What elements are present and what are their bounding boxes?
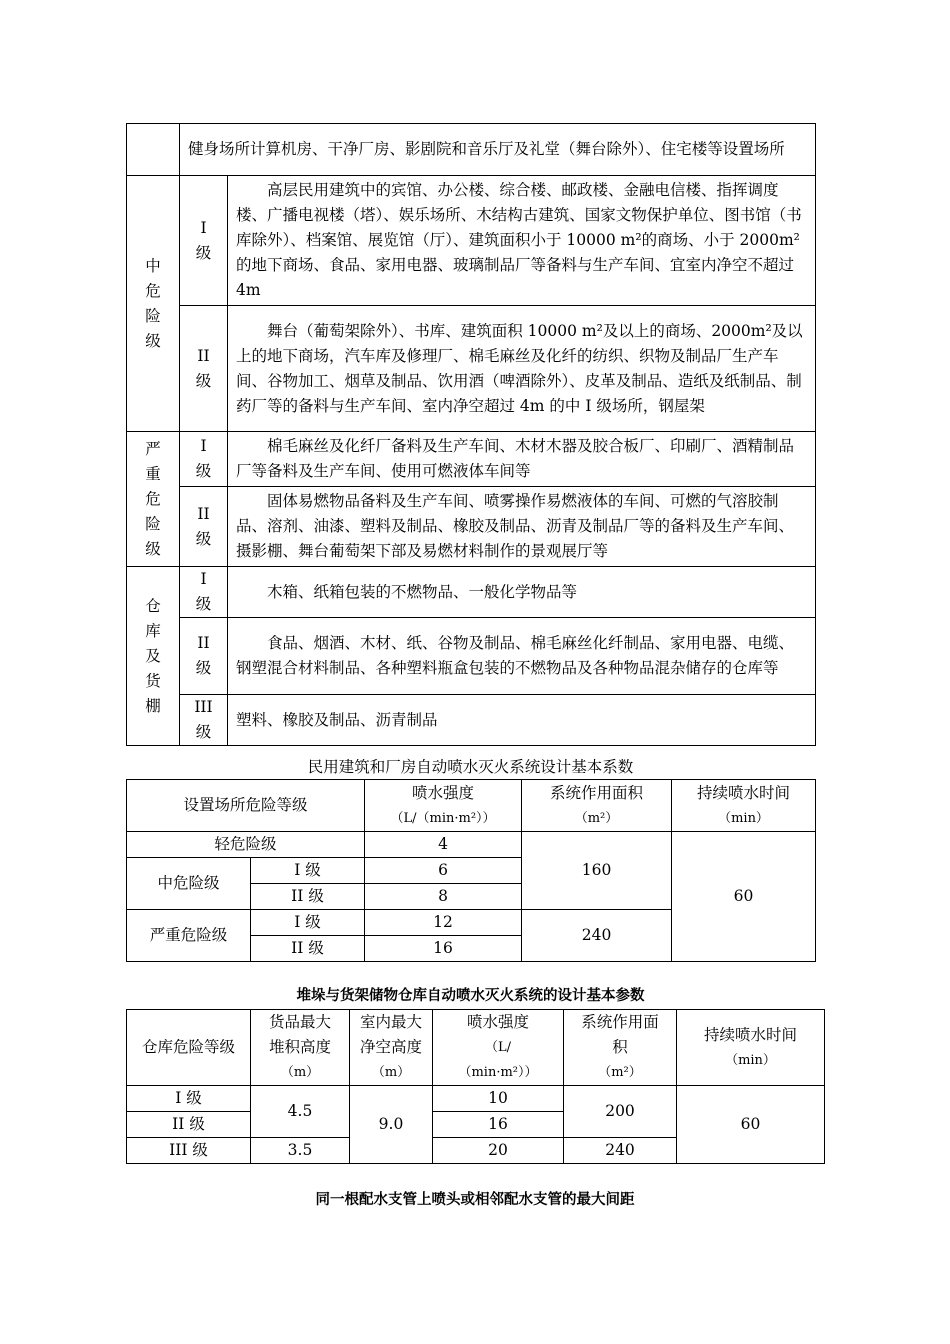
- design-coefficient-table: [126, 779, 816, 962]
- top-row-text: 健身场所计算机房、干净厂房、影剧院和音乐厅及礼堂（舞台除外）、住宅楼等设置场所: [180, 124, 816, 176]
- level-description: 木箱、纸箱包装的不燃物品、一般化学物品等: [228, 567, 816, 618]
- level-text: II级: [195, 346, 212, 390]
- intensity-cell: 16: [433, 1112, 564, 1138]
- table-row: [127, 567, 816, 618]
- table-row: [127, 124, 816, 176]
- empty-cell: [127, 124, 180, 176]
- header-line: （L/: [484, 1040, 511, 1055]
- header-line: （m²）: [574, 810, 619, 826]
- group-name: 仓库及货棚: [145, 596, 161, 715]
- header-line: 持续喷水时间: [697, 783, 791, 802]
- level-cell: III 级: [127, 1138, 251, 1164]
- level-description: 舞台（葡萄架除外）、书库、建筑面积 10000 m²及以上的商场、2000m²及以上的地下商场，汽车库及修理厂、棉毛麻丝及化纤的纺织、织物及制品厂生产车间、谷物加工、烟草及制品、饮用酒（啤酒除外）、皮革及制品、造纸及纸制品、制药厂等的备料与生产车间、室内净空超过 4m 的中 I 级场所，钢屋架: [228, 306, 816, 432]
- clear-height-cell: 9.0: [350, 1086, 433, 1164]
- table-row: [127, 618, 816, 695]
- group-name: 中危险级: [145, 256, 161, 350]
- level-text: I级: [195, 218, 212, 262]
- header-line: 持续喷水时间: [703, 1025, 797, 1044]
- level-cell: I 级: [127, 1086, 251, 1112]
- severe-area: 240: [522, 910, 672, 962]
- level-cell: I 级: [251, 858, 365, 884]
- severe-hazard-label: 严重危险级: [127, 910, 251, 962]
- header-line: （min）: [725, 1052, 776, 1068]
- intensity-cell: 8: [365, 884, 522, 910]
- intensity-cell: 16: [365, 936, 522, 962]
- header-line: （min）: [718, 810, 769, 826]
- header-max-clear-height: [350, 1010, 433, 1086]
- intensity-cell: 6: [365, 858, 522, 884]
- duration-cell: 60: [677, 1086, 825, 1164]
- stack-height-cell: 3.5: [251, 1138, 350, 1164]
- header-line: 系统作用面积: [550, 783, 644, 802]
- medium-hazard-label: 中危险级: [127, 858, 251, 910]
- intensity-cell: 20: [433, 1138, 564, 1164]
- intensity-cell: 12: [365, 910, 522, 936]
- level-label: [180, 567, 228, 618]
- table-header-row: [127, 1010, 825, 1086]
- level-label: [180, 487, 228, 567]
- header-line: 积: [612, 1038, 628, 1056]
- table-row: [127, 695, 816, 746]
- level-description: 塑料、橡胶及制品、沥青制品: [228, 695, 816, 746]
- header-line: 喷水强度: [412, 783, 475, 802]
- area-cell: 200: [564, 1086, 677, 1138]
- header-line: 系统作用面: [581, 1013, 659, 1031]
- header-line: （min·m²））: [458, 1065, 538, 1080]
- header-line: （m²）: [598, 1065, 642, 1080]
- table-row: [127, 1086, 825, 1112]
- header-line: 室内最大: [359, 1013, 422, 1031]
- level-text: I级: [195, 570, 212, 613]
- group-label-medium: [127, 176, 180, 432]
- hazard-classification-table: [126, 123, 816, 746]
- header-line: （m）: [280, 1065, 320, 1080]
- header-line: 净空高度: [359, 1038, 422, 1056]
- intensity-cell: 10: [433, 1086, 564, 1112]
- header-warehouse-level: 仓库危险等级: [127, 1010, 251, 1086]
- level-label: [180, 618, 228, 695]
- level-text: I级: [195, 437, 212, 480]
- level-label: [180, 306, 228, 432]
- group-label-warehouse: [127, 567, 180, 746]
- light-intensity: 4: [365, 832, 522, 858]
- header-duration: [677, 1010, 825, 1086]
- group-label-severe: [127, 432, 180, 567]
- table-header-row: [127, 780, 816, 832]
- level-label: [180, 176, 228, 306]
- header-area: [564, 1010, 677, 1086]
- header-area: [522, 780, 672, 832]
- level-cell: II 级: [251, 936, 365, 962]
- level-description: 固体易燃物品备料及生产车间、喷雾操作易燃液体的车间、可燃的气溶胶制品、溶剂、油漆、塑料及制品、橡胶及制品、沥青及制品厂等的备料及生产车间、摄影棚、舞台葡萄架下部及易燃材料制作的景观展厅等: [228, 487, 816, 567]
- table-row: [127, 487, 816, 567]
- level-text: II级: [195, 634, 212, 677]
- stack-height-cell: 4.5: [251, 1086, 350, 1138]
- medium-area: 160: [522, 832, 672, 910]
- level-description: 食品、烟酒、木材、纸、谷物及制品、棉毛麻丝化纤制品、家用电器、电缆、钢塑混合材料制品、各种塑料瓶盒包装的不燃物品及各种物品混杂储存的仓库等: [228, 618, 816, 695]
- group-name: 严重危险级: [145, 439, 161, 558]
- header-line: 喷水强度: [466, 1013, 529, 1031]
- header-duration: [672, 780, 816, 832]
- table2-caption: 民用建筑和厂房自动喷水灭火系统设计基本系数: [307, 758, 634, 776]
- warehouse-parameter-table: [126, 1009, 825, 1164]
- header-line: （L/（min·m²））: [390, 810, 496, 826]
- level-label: [180, 695, 228, 746]
- header-line: 堆积高度: [268, 1038, 331, 1056]
- table3-caption: 堆垛与货架储物仓库自动喷水灭火系统的设计基本参数: [296, 988, 645, 1004]
- level-text: III级: [194, 698, 213, 741]
- header-max-stack-height: [251, 1010, 350, 1086]
- level-label: [180, 432, 228, 487]
- header-line: （m）: [371, 1065, 411, 1080]
- table-row: [127, 306, 816, 432]
- table-row: [127, 176, 816, 306]
- header-intensity: [365, 780, 522, 832]
- table-row: [127, 832, 816, 858]
- table-row: [127, 432, 816, 487]
- duration-value: 60: [672, 832, 816, 962]
- level-description: 棉毛麻丝及化纤厂备料及生产车间、木材木器及胶合板厂、印刷厂、酒精制品厂等备料及生产车间、使用可燃液体车间等: [228, 432, 816, 487]
- level-description: 高层民用建筑中的宾馆、办公楼、综合楼、邮政楼、金融电信楼、指挥调度楼、广播电视楼（塔）、娱乐场所、木结构古建筑、国家文物保护单位、图书馆（书库除外）、档案馆、展览馆（厅）、建筑面积小于 10000 m²的商场、小于 2000m²的地下商场、食品、家用电器、玻璃制品厂等备料与生产车间、宜室内净空不超过 4m: [228, 176, 816, 306]
- level-cell: I 级: [251, 910, 365, 936]
- bottom-heading: 同一根配水支管上喷头或相邻配水支管的最大间距: [315, 1192, 635, 1208]
- header-hazard-level: 设置场所危险等级: [127, 780, 365, 832]
- header-line: 货品最大: [268, 1013, 331, 1031]
- light-hazard-label: 轻危险级: [127, 832, 365, 858]
- level-text: II级: [195, 504, 212, 548]
- level-cell: II 级: [127, 1112, 251, 1138]
- level-cell: II 级: [251, 884, 365, 910]
- area-cell: 240: [564, 1138, 677, 1164]
- header-intensity: [433, 1010, 564, 1086]
